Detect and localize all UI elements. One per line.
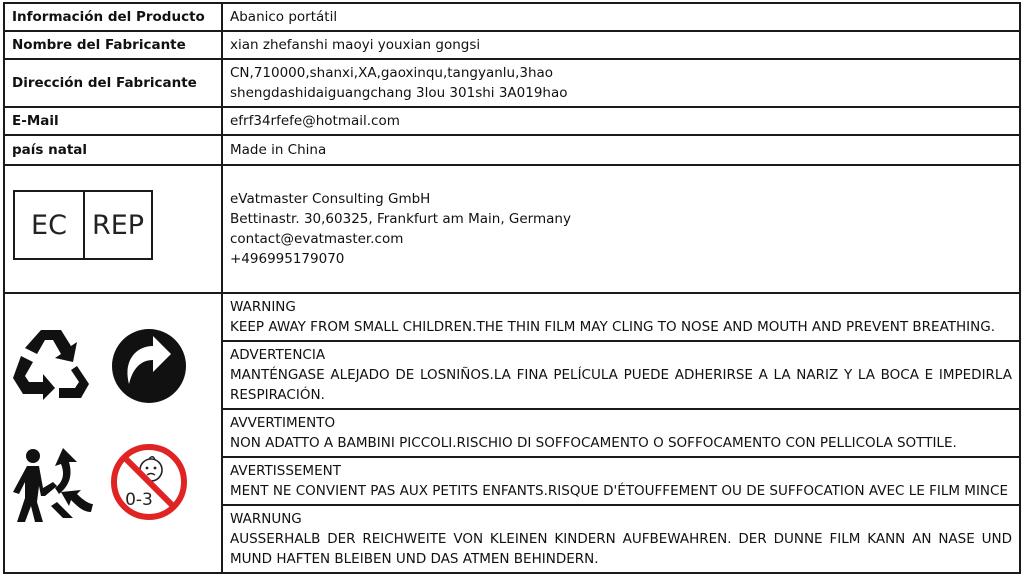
manufacturer-name-value: xian zhefanshi maoyi youxian gongsi bbox=[221, 30, 1021, 60]
warning-de-text: AUSSERHALB DER REICHWEITE VON KLEINEN KINDERN AUFBEWAHREN. DER DUNNE FILM KANN AN NASE UND MUND HAFTEN BLEIBEN UND DAS ATMEN BEHINDERN. bbox=[230, 531, 1012, 567]
tidyman-icon bbox=[11, 442, 95, 526]
country-of-origin-label: país natal bbox=[3, 134, 223, 166]
ec-rep-symbol bbox=[13, 190, 153, 260]
product-info-value: Abanico portátil bbox=[221, 2, 1021, 32]
email-value: efrf34rfefe@hotmail.com bbox=[221, 106, 1021, 136]
ec-rep-symbol-right: REP bbox=[91, 209, 145, 241]
warning-fr-text: MENT NE CONVIENT PAS AUX PETITS ENFANTS.RISQUE D'ÉTOUFFEMENT OU DE SUFFOCATION AVEC LE FILM MINCE bbox=[230, 483, 1008, 499]
age-warning-text: 0-3 bbox=[125, 490, 153, 510]
product-info-label: Información del Producto bbox=[3, 2, 223, 32]
ec-rep-phone: +496995179070 bbox=[230, 251, 345, 267]
warning-es-title: ADVERTENCIA bbox=[230, 347, 326, 363]
manufacturer-address-value bbox=[221, 58, 1021, 108]
warning-fr bbox=[221, 456, 1021, 506]
ec-rep-symbol-left: EC bbox=[15, 192, 85, 258]
no-children-icon bbox=[109, 442, 189, 522]
warning-es-text: MANTÉNGASE ALEJADO DE LOSNIÑOS.LA FINA PELÍCULA PUEDE ADHERIRSE A LA NARIZ Y LA BOCA E IMPEDIRLA RESPIRACIÓN. bbox=[230, 367, 1012, 403]
warning-it bbox=[221, 408, 1021, 458]
ec-rep-address: Bettinastr. 30,60325, Frankfurt am Main, Germany bbox=[230, 211, 571, 227]
symbols-cell bbox=[3, 292, 223, 574]
warning-es bbox=[221, 340, 1021, 410]
country-of-origin-value: Made in China bbox=[221, 134, 1021, 166]
manufacturer-name-label: Nombre del Fabricante bbox=[3, 30, 223, 60]
ec-rep-email: contact@evatmaster.com bbox=[230, 231, 404, 247]
address-line-2: shengdashidaiguangchang 3lou 301shi 3A019hao bbox=[230, 85, 568, 101]
warning-fr-title: AVERTISSEMENT bbox=[230, 463, 341, 479]
ec-rep-symbol-cell bbox=[3, 164, 223, 294]
product-info-table bbox=[3, 2, 1021, 574]
ec-rep-company: eVatmaster Consulting GmbH bbox=[230, 191, 431, 207]
recycle-icon bbox=[11, 326, 91, 402]
email-label: E-Mail bbox=[3, 106, 223, 136]
warning-de-title: WARNUNG bbox=[230, 511, 302, 527]
ec-rep-details bbox=[221, 164, 1021, 294]
warning-en-title: WARNING bbox=[230, 299, 296, 315]
warning-en bbox=[221, 292, 1021, 342]
warning-it-text: NON ADATTO A BAMBINI PICCOLI.RISCHIO DI SOFFOCAMENTO O SOFFOCAMENTO CON PELLICOLA SOTTILE. bbox=[230, 435, 957, 451]
warning-it-title: AVVERTIMENTO bbox=[230, 415, 336, 431]
warning-en-text: KEEP AWAY FROM SMALL CHILDREN.THE THIN FILM MAY CLING TO NOSE AND MOUTH AND PREVENT BREATHING. bbox=[230, 319, 995, 335]
green-dot-icon bbox=[109, 326, 189, 406]
warning-de bbox=[221, 504, 1021, 574]
manufacturer-address-label: Dirección del Fabricante bbox=[3, 58, 223, 108]
address-line-1: CN,710000,shanxi,XA,gaoxinqu,tangyanlu,3hao bbox=[230, 65, 554, 81]
